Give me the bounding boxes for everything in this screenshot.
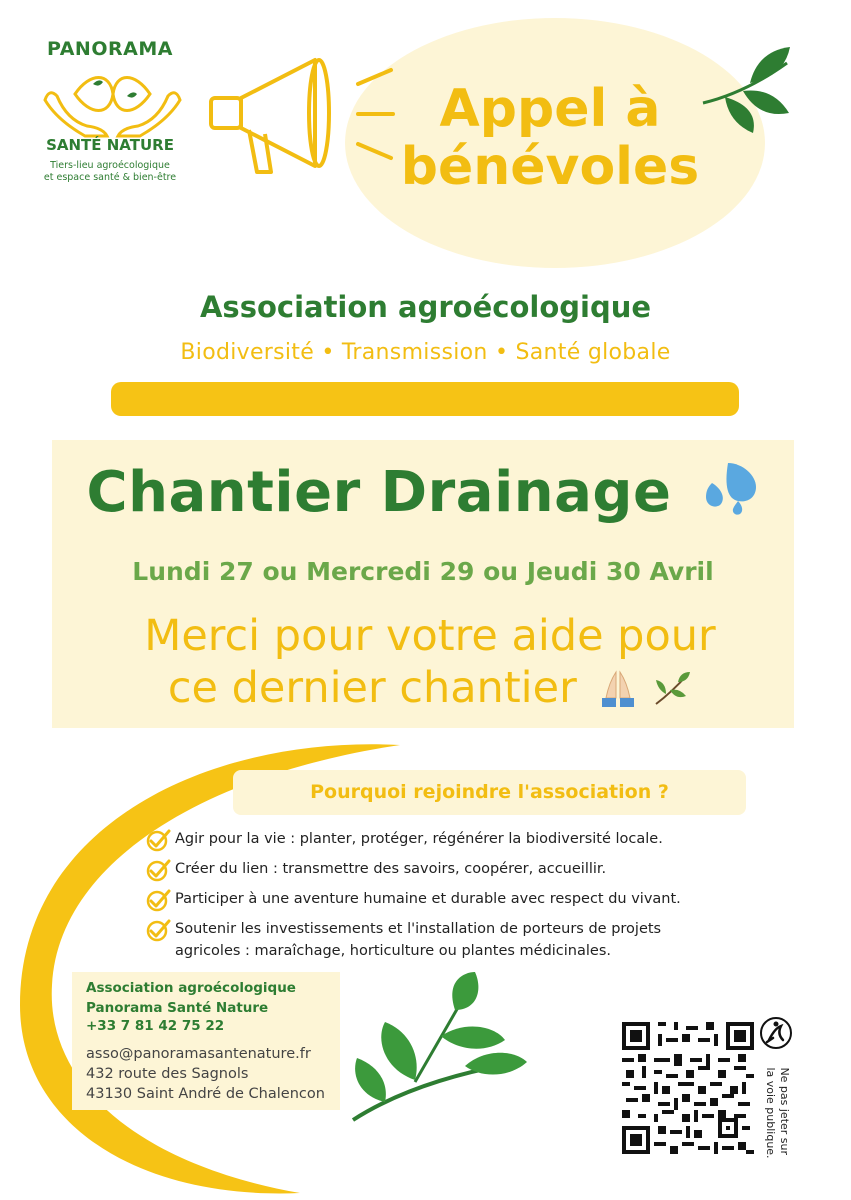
association-subtitle: Biodiversité • Transmission • Santé globale [180,340,671,365]
event-title-text: Chantier Drainage [86,460,672,525]
list-item [145,888,725,912]
logo-tagline [30,160,190,184]
logo-bottom-text: SANTÉ NATURE [46,136,174,154]
event-thanks-line-2: ce dernier chantier [167,663,577,713]
contact-name-line-2: Panorama Santé Nature [86,1000,269,1016]
list-item [145,918,725,962]
association-title: Association agroécologique [199,290,652,324]
event-thanks-line-2-row [70,662,790,714]
appeal-title [380,80,720,196]
contact-phone[interactable]: +33 7 81 42 75 22 [86,1018,225,1034]
praying-hands-icon [598,668,638,708]
contact-address-line-1: 432 route des Sagnols [86,1066,249,1082]
appeal-title-line-1: Appel à [439,79,661,139]
benefit-text: Participer à une aventure humaine et durable avec respect du vivant. [175,891,681,907]
logo-tagline-line-1: Tiers-lieu agroécologique [50,160,170,171]
benefits-list [145,828,725,968]
appeal-title-line-2: bénévoles [400,137,700,197]
yellow-divider-bar [111,382,739,416]
contact-name [86,978,296,1018]
leaf-branch-icon [695,45,795,135]
event-dates: Lundi 27 ou Mercredi 29 ou Jeudi 30 Avril [132,557,714,586]
megaphone-icon [205,48,395,183]
check-icon [145,888,173,912]
contact-name-line-1: Association agroécologique [86,980,296,996]
contact-email[interactable]: asso@panoramasantenature.fr [86,1046,311,1062]
logo-top-text: PANORAMA [47,38,173,60]
benefit-text: Soutenir les investissements et l'installation de porteurs de projets agricoles : maraîchage, horticulture ou plantes médicinales. [175,921,662,959]
list-item [145,828,725,852]
litter-notice-line-2: la voie publique. [764,1067,777,1159]
logo-hands-icon [35,62,190,140]
contact-address-line-2: 43130 Saint André de Chalencon [86,1086,325,1102]
check-icon [145,828,173,852]
check-icon [145,858,173,882]
logo-tagline-line-2: et espace santé & bien-être [43,172,177,183]
litter-notice [757,1058,797,1168]
litter-notice-line-1: Ne pas jeter sur [778,1067,791,1156]
benefit-text: Agir pour la vie : planter, protéger, régénérer la biodiversité locale. [175,831,663,847]
herb-icon [652,668,692,708]
benefit-text: Créer du lien : transmettre des savoirs, coopérer, accueillir. [175,861,607,877]
contact-card [72,972,340,1110]
water-drops-icon [698,461,760,517]
event-thanks [70,610,790,714]
event-title [52,460,794,525]
qr-code[interactable] [622,1022,754,1154]
why-join-title: Pourquoi rejoindre l'association ? [310,781,669,803]
recycle-icon [759,1016,793,1050]
litter-notice-text [763,1067,791,1158]
green-branch-icon [345,970,530,1130]
list-item [145,858,725,882]
event-thanks-line-1: Merci pour votre aide pour [144,611,716,661]
contact-address [86,1044,325,1104]
check-icon [145,918,173,942]
